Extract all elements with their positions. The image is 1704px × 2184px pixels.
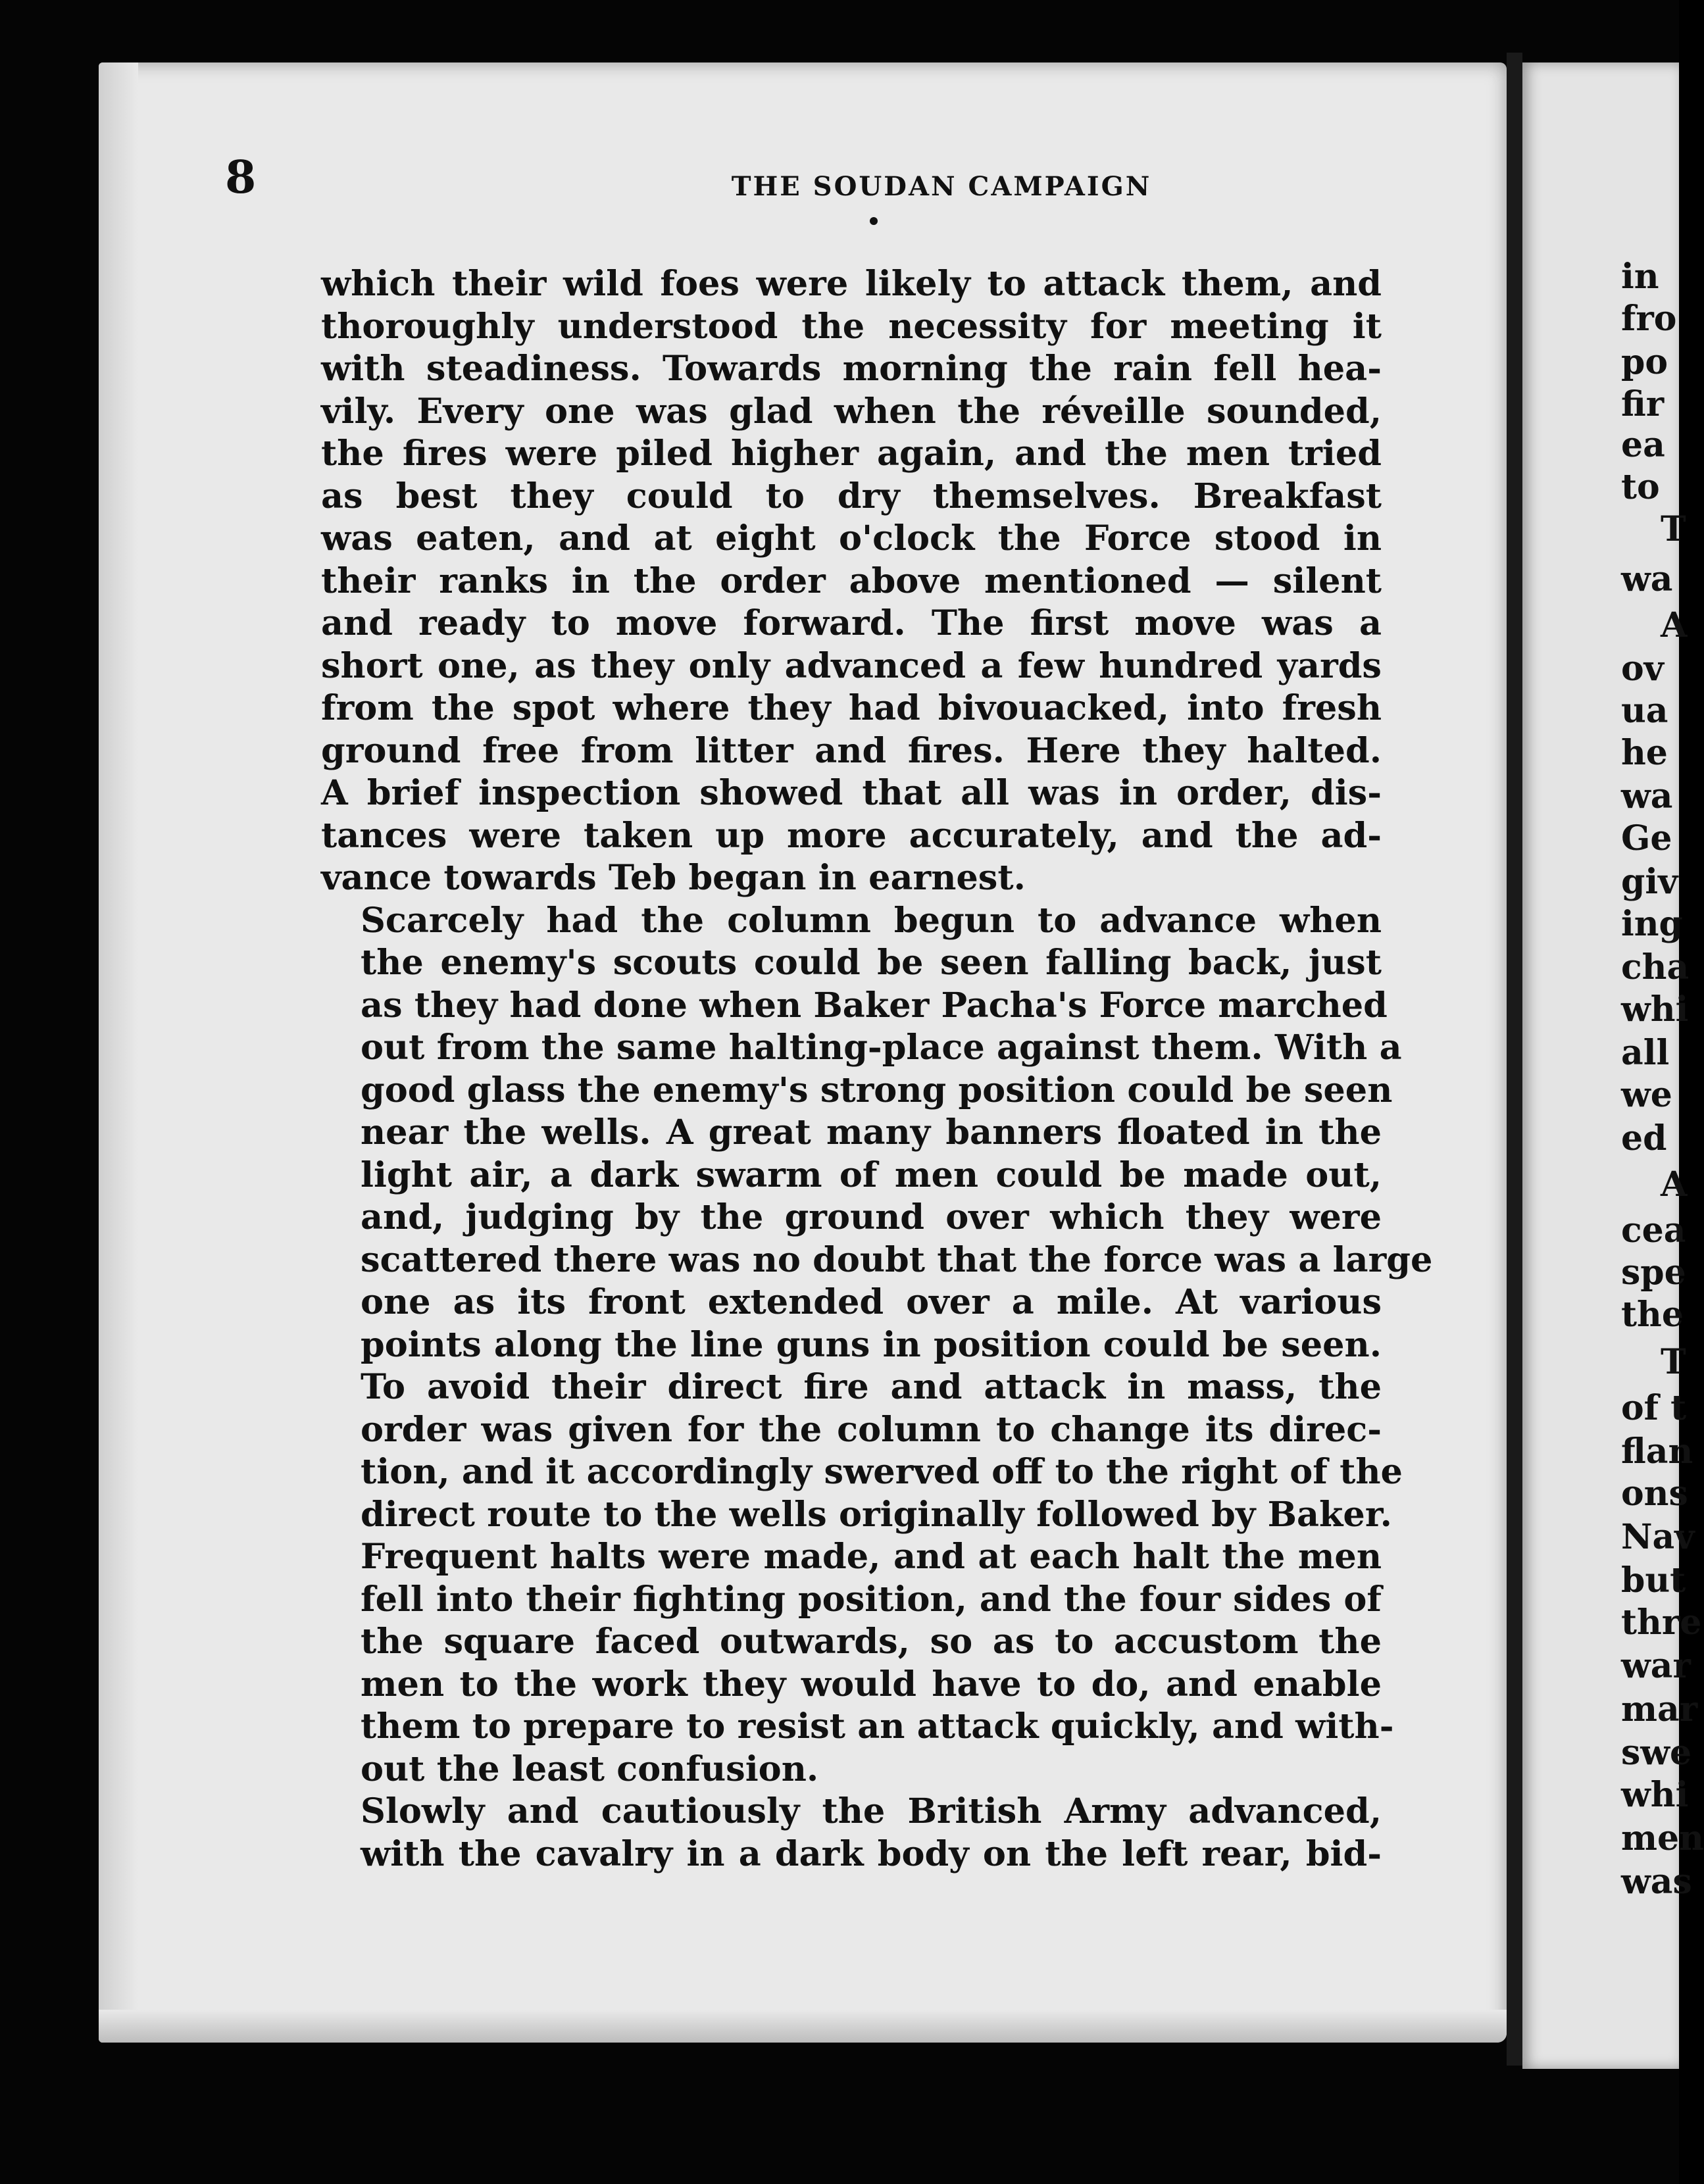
paragraph-1 [321, 263, 1382, 900]
text-line: order was given for the column to change its direc- [361, 1409, 1382, 1450]
text-line: near the wells. A great many banners floated in the [361, 1112, 1382, 1153]
text-line: out the least confusion. [361, 1749, 819, 1789]
text-line: the square faced outwards, so as to accustom the [361, 1622, 1382, 1662]
text-line: the enemy's scouts could be seen falling back, just [361, 943, 1382, 983]
facing-page-fragment: thre [1621, 1602, 1702, 1643]
text-line: ground free from litter and fires. Here they halted. [321, 730, 1382, 771]
facing-page-fragment: whi [1621, 989, 1689, 1030]
facing-page-fragment: whi [1621, 1775, 1689, 1815]
ornament-dot [870, 217, 878, 225]
facing-page-fragment: he [1621, 733, 1668, 773]
facing-page [1522, 62, 1704, 2069]
facing-page-fragment: flan [1621, 1431, 1693, 1472]
text-line: points along the line guns in position could be seen. [361, 1324, 1382, 1365]
facing-page-fragment: in [1621, 257, 1659, 297]
facing-page-fragment: ov [1621, 649, 1664, 689]
facing-page-fragment: ing [1621, 904, 1683, 944]
facing-page-fragment: spe [1621, 1253, 1686, 1293]
text-line: Frequent halts were made, and at each halt the men [361, 1537, 1382, 1577]
text-line: and ready to move forward. The first move was a [321, 603, 1382, 643]
book-gutter [1507, 53, 1522, 2066]
running-head [0, 171, 1679, 202]
facing-page-fragment: was [1621, 1862, 1692, 1902]
text-line: which their wild foes were likely to attack them, and [321, 264, 1382, 304]
text-line: direct route to the wells originally followed by Baker. [361, 1494, 1392, 1535]
facing-page-fragment: to [1621, 467, 1660, 507]
text-line: scattered there was no doubt that the force was a large [361, 1239, 1433, 1280]
text-line: vily. Every one was glad when the réveille sounded, [321, 391, 1382, 432]
paragraph-2 [321, 900, 1433, 1791]
facing-page-fragment: ua [1621, 691, 1668, 731]
text-line: light air, a dark swarm of men could be made out, [361, 1154, 1382, 1195]
text-line: fell into their fighting position, and the four sides of [361, 1579, 1382, 1620]
body-text [321, 263, 1433, 1875]
facing-page-fragment: wa [1621, 559, 1673, 599]
facing-page-fragment: ons [1621, 1474, 1688, 1514]
facing-page-fragment: ea [1621, 425, 1665, 465]
facing-page-fragment: fro [1621, 299, 1677, 339]
facing-page-fragment: swe [1621, 1733, 1692, 1773]
text-line: was eaten, and at eight o'clock the Force stood in [321, 518, 1382, 558]
text-line: with the cavalry in a dark body on the left rear, bid- [361, 1833, 1382, 1874]
text-line: men to the work they would have to do, and enable [361, 1664, 1382, 1704]
facing-page-fragment: fir [1621, 384, 1665, 424]
facing-page-fragment: wa [1621, 776, 1673, 816]
text-line: To avoid their direct fire and attack in mass, the [361, 1367, 1382, 1407]
text-line: tances were taken up more accurately, and the ad- [321, 815, 1382, 856]
text-line: vance towards Teb began in earnest. [321, 858, 1026, 898]
text-line: them to prepare to resist an attack quickly, and with- [361, 1706, 1394, 1747]
facing-page-fragment: the [1621, 1295, 1684, 1335]
text-line: tion, and it accordingly swerved off to the right of the [361, 1452, 1403, 1492]
facing-page-fragment: we [1621, 1075, 1672, 1115]
page-edge-bottom [99, 2010, 1507, 2043]
text-line: from the spot where they had bivouacked, into fresh [321, 688, 1382, 728]
facing-page-fragment: all [1621, 1033, 1670, 1073]
facing-page-fragment: A [1661, 1164, 1688, 1204]
facing-page-fragment: Ge [1621, 818, 1672, 858]
text-line: as best they could to dry themselves. Breakfast [321, 476, 1382, 516]
facing-page-fragment: T [1661, 509, 1686, 549]
facing-page-fragment: po [1621, 342, 1668, 382]
text-line: out from the same halting-place against them. With a [361, 1028, 1402, 1068]
facing-page-fragment: of t [1621, 1388, 1687, 1428]
facing-page-fragment: but [1621, 1560, 1686, 1601]
text-line: as they had done when Baker Pacha's Force marched [361, 985, 1388, 1026]
text-line: with steadiness. Towards morning the rain fell hea- [321, 349, 1382, 389]
text-line: and, judging by the ground over which they were [361, 1197, 1382, 1237]
page-number: 8 [225, 151, 257, 204]
facing-page-fragment: giv [1621, 862, 1678, 902]
facing-page-fragment: war [1621, 1646, 1691, 1686]
facing-page-fragment: men [1621, 1818, 1704, 1858]
facing-page-fragment: mar [1621, 1689, 1698, 1729]
facing-page-fragment: cha [1621, 947, 1690, 987]
text-line: short one, as they only advanced a few hundred yards [321, 645, 1382, 686]
text-line: the fires were piled higher again, and the men tried [321, 434, 1382, 474]
text-line: good glass the enemy's strong position could be seen [361, 1070, 1393, 1110]
running-head-text: THE SOUDAN CAMPAIGN [731, 171, 1152, 202]
page-edge-left [99, 62, 138, 2043]
text-line: A brief inspection showed that all was in order, dis- [321, 773, 1382, 813]
text-line: one as its front extended over a mile. At various [361, 1282, 1382, 1322]
facing-page-fragment: ed [1621, 1118, 1667, 1158]
text-line: Scarcely had the column begun to advance when [361, 900, 1382, 941]
facing-page-fragment: T [1661, 1342, 1686, 1382]
text-line: their ranks in the order above mentioned — silent [321, 560, 1382, 601]
text-line: thoroughly understood the necessity for meeting it [321, 306, 1382, 347]
facing-page-fragment: A [1661, 605, 1688, 645]
facing-page-fragment: cea [1621, 1210, 1686, 1251]
facing-page-fragment: Nav [1621, 1517, 1695, 1557]
text-line: Slowly and cautiously the British Army advanced, [361, 1791, 1382, 1831]
paragraph-3 [321, 1791, 1382, 1875]
